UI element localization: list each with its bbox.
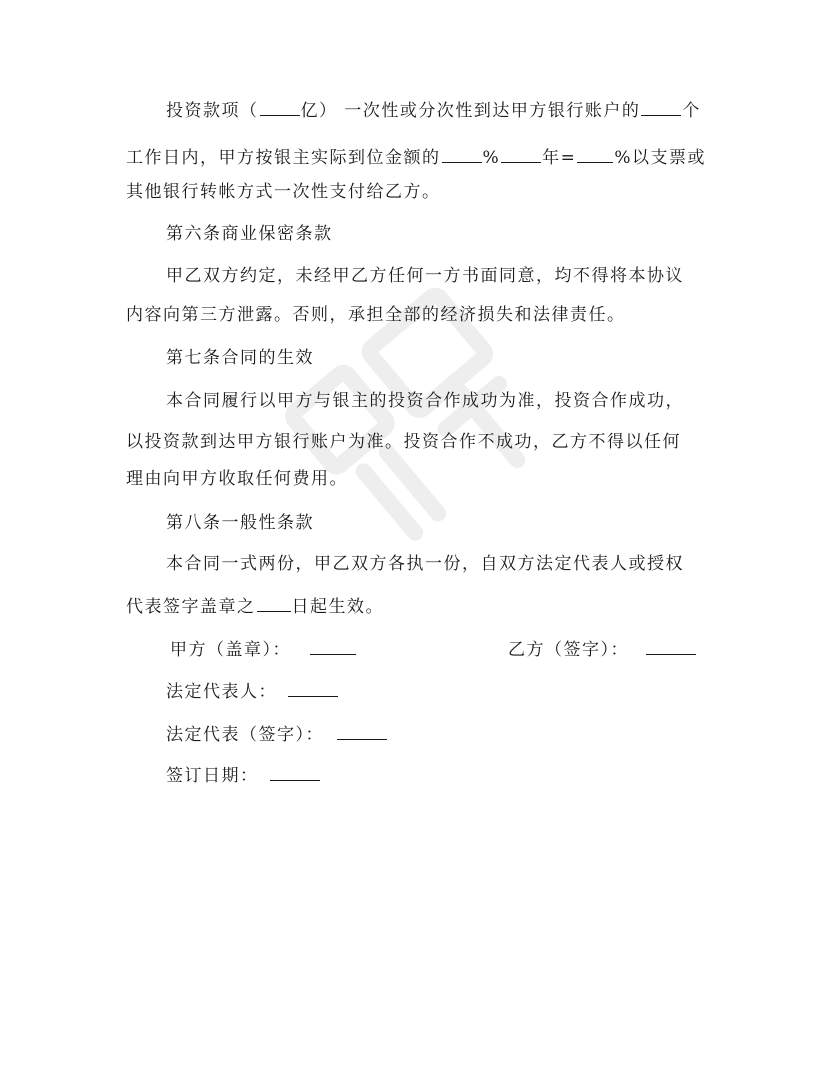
investment-text: %以支票或: [614, 148, 707, 168]
article8-line-1: 本合同一式两份，甲乙双方各执一份，自双方法定代表人或授权: [166, 554, 684, 574]
article7-line-3: 理由向甲方收取任何费用。: [126, 469, 348, 489]
article7-line-2: 以投资款到达甲方银行账户为准。投资合作不成功，乙方不得以任何: [126, 432, 681, 452]
article8-text: 代表签字盖章之: [126, 597, 256, 617]
legal-rep-sign: [166, 722, 388, 746]
sign-date-blank: [270, 763, 320, 781]
party-b-sign: [508, 637, 697, 661]
days-blank: [641, 98, 681, 116]
investment-text: 投资款项（: [166, 101, 259, 121]
investment-line-3: 其他银行转帐方式一次性支付给乙方。: [126, 182, 441, 202]
article6-line-2: 内容向第三方泄露。否则，承担全部的经济损失和法律责任。: [126, 305, 626, 325]
article8-text: 日起生效。: [291, 597, 384, 617]
party-a-label: 甲方（盖章）：: [170, 640, 291, 660]
investment-text: 个: [682, 101, 701, 121]
sign-date-label: 签订日期：: [166, 766, 259, 786]
article7-heading: 第七条合同的生效: [166, 348, 314, 368]
result-percent-blank: [577, 145, 613, 163]
article8-line-2: [126, 594, 384, 618]
years-blank: [501, 145, 541, 163]
article8-heading: 第八条一般性条款: [166, 513, 314, 533]
party-a-seal: [170, 637, 357, 661]
party-b-label: 乙方（签字）：: [508, 640, 629, 660]
party-a-blank: [310, 637, 356, 655]
investment-text: %: [482, 148, 501, 168]
article6-line-1: 甲乙双方约定，未经甲乙方任何一方书面同意，均不得将本协议: [166, 266, 684, 286]
legal-rep-label: 法定代表人：: [166, 682, 277, 702]
investment-line-2: [126, 145, 706, 169]
legal-rep: [166, 679, 339, 703]
legal-rep-blank: [288, 679, 338, 697]
amount-blank: [260, 98, 300, 116]
legal-rep-sign-label: 法定代表（签字）：: [166, 725, 324, 745]
investment-text: 亿） 一次性或分次性到达甲方银行账户的: [300, 101, 641, 121]
investment-text: 工作日内，甲方按银主实际到位金额的: [126, 148, 441, 168]
sign-date: [166, 763, 321, 787]
article7-line-1: 本合同履行以甲方与银主的投资合作成功为准，投资合作成功，: [166, 391, 684, 411]
legal-rep-sign-blank: [337, 722, 387, 740]
party-b-blank: [646, 637, 696, 655]
investment-line-1: [166, 98, 701, 122]
percent-blank: [442, 145, 482, 163]
article6-heading: 第六条商业保密条款: [166, 224, 333, 244]
investment-text: 年=: [542, 148, 577, 168]
effective-day-blank: [257, 594, 291, 612]
